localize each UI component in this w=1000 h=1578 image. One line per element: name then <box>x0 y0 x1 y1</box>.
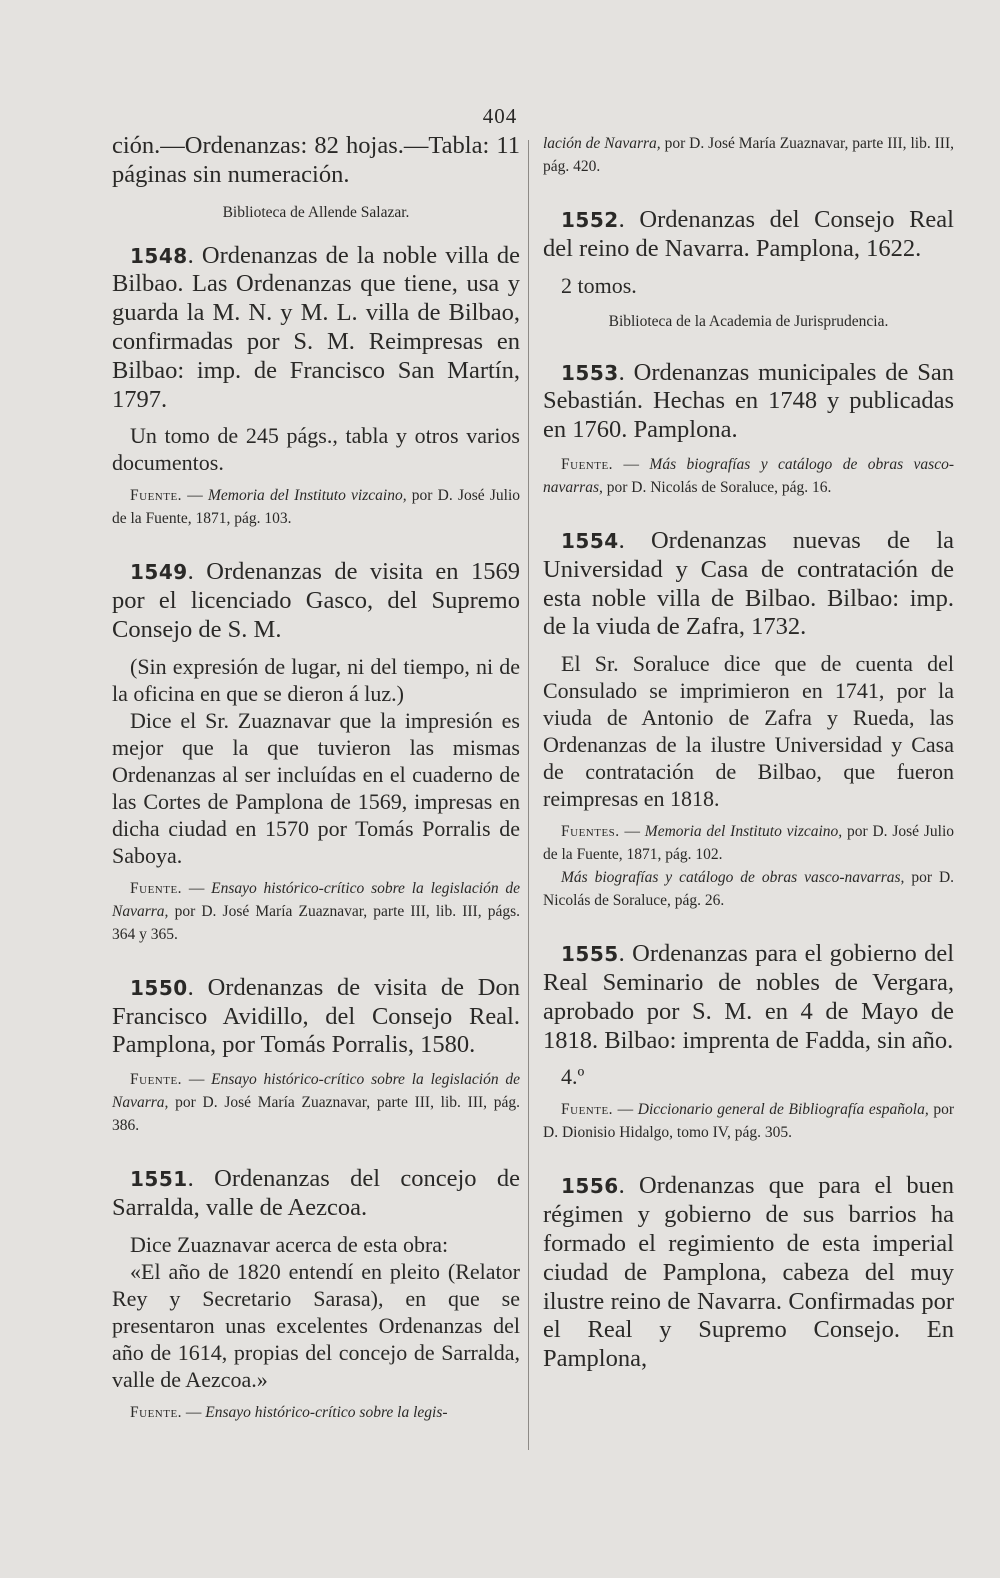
entry-desc: El Sr. Soraluce dice que de cuenta del Consulado se imprimieron en 1741, por la viuda de Antonio de Zafra y Rueda, las Ordenanzas de la ilustre Universidad y Casa de contratación de Bilbao, que fueron reimpresas en 1818. <box>543 651 954 812</box>
entry-1555: 1555. Ordenanzas para el gobierno del Real Seminario de nobles de Vergara, aprobado por S. M. en 4 de Mayo de 1818. Bilbao: imprenta de Fadda, sin año. 4.º Fuente. — Diccionario general de Bibliografía española, por D. Dionisio Hidalgo, tomo IV, pág. 305. <box>543 940 954 1144</box>
entry-fuente: Fuente. — Más biografías y catálogo de obras vasco-navarras, por D. Nicolás de Soraluce, pág. 16. <box>543 455 954 496</box>
entry-fuente: Fuente. — Ensayo histórico-crítico sobre la legislación de Navarra, por D. José María Zuaznavar, parte III, lib. III, pág. 386. <box>112 1071 521 1135</box>
entry-text: Ordenanzas de visita en 1569 por el licenciado Gasco, del Supremo Consejo de S. M. <box>112 558 520 643</box>
entry-text: Ordenanzas de visita de Don Francisco Avidillo, del Consejo Real. Pamplona, por Tomás Porralis, 1580. <box>112 973 521 1059</box>
left-column <box>112 132 520 1424</box>
entry-text: Ordenanzas de la noble villa de Bilbao. Las Ordenanzas que tiene, usa y guarda la M. N. y M. L. villa de Bilbao, confirmadas por S. M. Reimpresas en Bilbao: imp. de Francisco San Martín, 1797. <box>112 241 520 413</box>
entry-fuente: Fuente. — Diccionario general de Bibliografía española, por D. Dionisio Hidalgo, tomo IV, pág. 305. <box>543 1101 954 1142</box>
entry-1551: 1551. Ordenanzas del concejo de Sarralda, valle de Aezcoa. Dice Zuaznavar acerca de esta obra: «El año de 1820 entendí en pleito (Relator Rey y Secretario Sarasa), en que se presentaron unas excelentes Ordenanzas del año de 1614, propias del concejo de Sarralda, valle de Aezcoa.» Fuente. — Ensayo histórico-crítico sobre la legis- <box>112 1165 520 1424</box>
entry-fuente: Fuente. — Ensayo histórico-crítico sobre la legislación de Navarra, por D. José María Zuaznavar, parte III, lib. III, págs. 364 y 365. <box>112 879 521 943</box>
entry-number: 1548 <box>130 243 188 268</box>
entry-desc: Un tomo de 245 págs., tabla y otros varios documentos. <box>112 423 520 476</box>
entry-1556: 1556. Ordenanzas que para el buen régimen y gobierno de sus barrios ha formado el regimiento de esta imperial ciudad de Pamplona, cabeza del muy ilustre reino de Navarra. Confirmadas por el Real y Supremo Consejo. En Pamplona, <box>543 1172 954 1373</box>
entry-desc: Dice Zuaznavar acerca de esta obra: <box>130 1231 449 1257</box>
entry-text: Ordenanzas del Consejo Real del reino de Navarra. Pamplona, 1622. <box>543 206 954 262</box>
entry-source: Biblioteca de la Academia de Jurisprudencia. <box>608 312 889 330</box>
continuation-fuente: lación de Navarra, por D. José María Zuaznavar, parte III, lib. III, pág. 420. <box>543 135 955 175</box>
entry-number: 1555 <box>561 942 619 967</box>
entry-1552: 1552. Ordenanzas del Consejo Real del reino de Navarra. Pamplona, 1622. 2 tomos. Biblioteca de la Academia de Jurisprudencia. <box>543 206 954 330</box>
intro-source: Biblioteca de Allende Salazar. <box>222 203 410 221</box>
entry-fuente: Fuentes. — Memoria del Instituto vizcaino, por D. José Julio de la Fuente, 1871, pág. 102. <box>543 823 954 864</box>
entry-desc: «El año de 1820 entendí en pleito (Relator Rey y Secretario Sarasa), en que se presentaron unas excelentes Ordenanzas del año de 1614, propias del concejo de Sarralda, valle de Aezcoa.» <box>112 1258 520 1392</box>
entry-number: 1554 <box>561 528 619 553</box>
entry-number: 1549 <box>130 560 188 585</box>
page-number: 404 <box>482 104 518 128</box>
entry-fuente-2: Más biografías y catálogo de obras vasco-navarras, por D. Nicolás de Soraluce, pág. 26. <box>543 869 955 910</box>
entry-number: 1550 <box>130 975 188 1000</box>
entry-1554: 1554. Ordenanzas nuevas de la Universidad y Casa de contratación de esta noble villa de Bilbao. Bilbao: imp. de la viuda de Zafra, 1732. El Sr. Soraluce dice que de cuenta del Consulado se imprimieron en 1741, por la viuda de Antonio de Zafra y Rueda, las Ordenanzas de la ilustre Universidad y Casa de contratación de Bilbao, que fueron reimpresas en 1818. Fuentes. — Memoria del Instituto vizcaino, por D. José Julio de la Fuente, 1871, pág. 102. Más biografías y catálogo de obras vasco-navarras, por D. Nicolás de Soraluce, pág. 26. <box>543 527 954 912</box>
entry-1553: 1553. Ordenanzas municipales de San Sebastián. Hechas en 1748 y publicadas en 1760. Pamplona. Fuente. — Más biografías y catálogo de obras vasco-navarras, por D. Nicolás de Soraluce, pág. 16. <box>543 359 954 499</box>
entry-1550: 1550. Ordenanzas de visita de Don Francisco Avidillo, del Consejo Real. Pamplona, por Tomás Porralis, 1580. Fuente. — Ensayo histórico-crítico sobre la legislación de Navarra, por D. José María Zuaznavar, parte III, lib. III, pág. 386. <box>112 974 520 1137</box>
intro-text: ción.—Ordenanzas: 82 hojas.—Tabla: 11 páginas sin numeración. <box>112 132 520 188</box>
entry-desc: 4.º <box>561 1064 585 1090</box>
entry-number: 1556 <box>561 1174 619 1199</box>
entry-desc: (Sin expresión de lugar, ni del tiempo, ni de la oficina en que se dieron á luz.) <box>112 653 520 706</box>
entry-text: Ordenanzas para el gobierno del Real Seminario de nobles de Vergara, aprobado por S. M. en 4 de Mayo de 1818. Bilbao: imprenta de Fadda, sin año. <box>543 940 954 1054</box>
entry-fuente: Fuente. — Memoria del Instituto vizcaino, por D. José Julio de la Fuente, 1871, pág. 103. <box>112 487 521 528</box>
column-divider <box>528 140 529 1450</box>
entry-1548: 1548. Ordenanzas de la noble villa de Bilbao. Las Ordenanzas que tiene, usa y guarda la M. N. y M. L. villa de Bilbao, confirmadas por S. M. Reimpresas en Bilbao: imp. de Francisco San Martín, 1797. Un tomo de 245 págs., tabla y otros varios documentos. Fuente. — Memoria del Instituto vizcaino, por D. José Julio de la Fuente, 1871, pág. 103. <box>112 242 520 531</box>
entry-desc: 2 tomos. <box>561 272 637 298</box>
entry-text: Ordenanzas nuevas de la Universidad y Casa de contratación de esta noble villa de Bilbao. Bilbao: imp. de la viuda de Zafra, 1732. <box>543 526 954 641</box>
entry-desc: Dice el Sr. Zuaznavar que la impresión es mejor que la que tuvieron las mismas Ordenanzas al ser incluídas en el cuaderno de las Cortes de Pamplona de 1569, impresas en dicha ciudad en 1570 por Tomás Porralis de Saboya. <box>112 707 520 868</box>
right-column <box>543 132 954 1374</box>
entry-fuente: Fuente. — Ensayo histórico-crítico sobre la legis- <box>130 1403 448 1421</box>
entry-text: Ordenanzas que para el buen régimen y gobierno de sus barrios ha formado el regimiento de esta imperial ciudad de Pamplona, cabeza del muy ilustre reino de Navarra. Confirmadas por el Real y Supremo Consejo. En Pamplona, <box>543 1172 954 1373</box>
entry-1549: 1549. Ordenanzas de visita en 1569 por el licenciado Gasco, del Supremo Consejo de S. M. (Sin expresión de lugar, ni del tiempo, ni de la oficina en que se dieron á luz.) Dice el Sr. Zuaznavar que la impresión es mejor que la que tuvieron las mismas Ordenanzas al ser incluídas en el cuaderno de las Cortes de Pamplona de 1569, impresas en dicha ciudad en 1570 por Tomás Porralis de Saboya. Fuente. — Ensayo histórico-crítico sobre la legislación de Navarra, por D. José María Zuaznavar, parte III, lib. III, págs. 364 y 365. <box>112 558 520 945</box>
entry-text: Ordenanzas del concejo de Sarralda, valle de Aezcoa. <box>112 1165 521 1221</box>
entry-number: 1552 <box>561 208 619 232</box>
entry-number: 1553 <box>561 360 619 385</box>
entry-number: 1551 <box>130 1167 188 1192</box>
entry-text: Ordenanzas municipales de San Sebastián. Hechas en 1748 y publicadas en 1760. Pamplona. <box>543 358 954 444</box>
